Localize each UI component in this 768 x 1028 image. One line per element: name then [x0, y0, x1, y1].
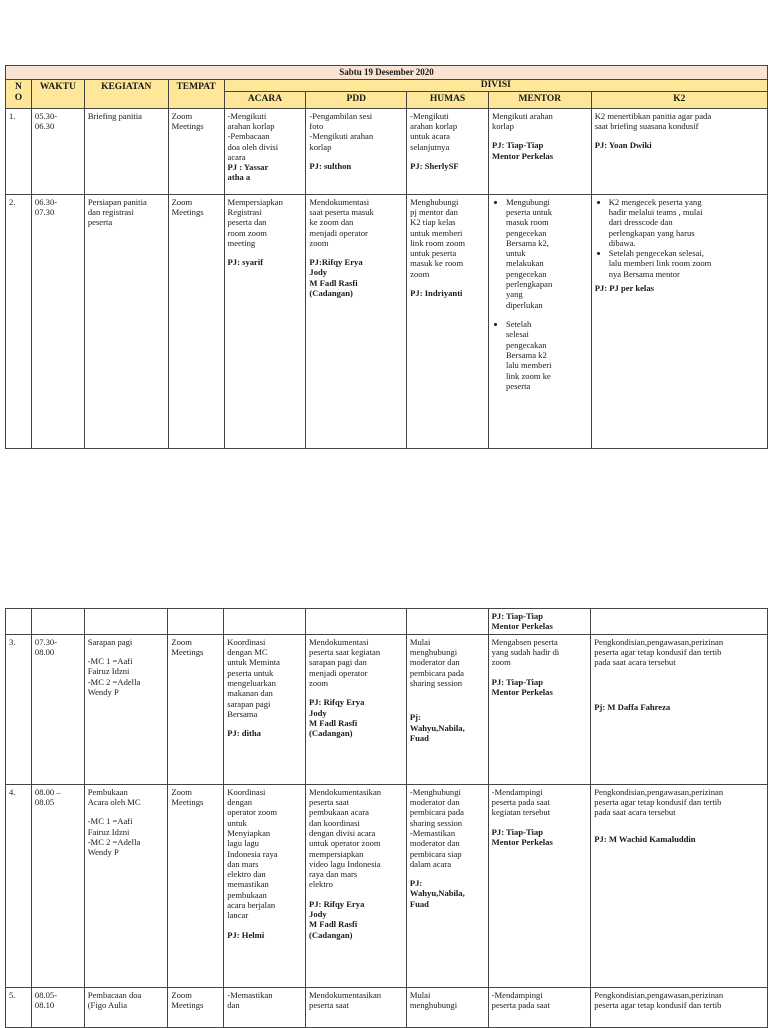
- row-acara: [224, 609, 306, 635]
- row-acara: [224, 194, 306, 448]
- k2-pj: Pj: M Daffa Fahreza: [594, 701, 671, 712]
- pdd-text: Mendokumentasikan peserta saat pembukaan acara dan koordinasi dengan divisi acara untuk operator zoom mempersiapkan video lagu Indonesia raya dan mars elektro: [309, 786, 382, 890]
- row-no: 5.: [6, 987, 32, 1027]
- row-kegiatan: [84, 609, 168, 635]
- schedule-table-page-2: [5, 608, 768, 1028]
- table-row-3: [6, 634, 768, 784]
- mentor-text: Mengabsen peserta yang sudah hadir di zoom: [491, 636, 560, 668]
- row-waktu: 07.30- 08.00: [31, 634, 84, 784]
- mentor-text: -Mendampingi peserta pada saat kegiatan tersebut: [491, 786, 551, 818]
- row-no: 1.: [6, 108, 32, 194]
- acara-pj: PJ: Helmi: [227, 929, 265, 940]
- row-acara: [224, 634, 306, 784]
- row-tempat: [168, 609, 224, 635]
- row-pdd: [306, 194, 407, 448]
- mentor-bullet-item: • Setelah selesai pengecakan Bersama k2 lalu memberi link zoom ke peserta: [506, 319, 588, 391]
- row-kegiatan: Persiapan panitia dan registrasi peserta: [84, 194, 168, 448]
- humas-text: -Mengikuti arahan korlap untuk acara selanjutnya: [410, 110, 458, 152]
- k2-pj: PJ: Yoan Dwiki: [594, 140, 652, 151]
- pdd-text: Mendokumentasi peserta saat kegiatan sarapan pagi dan menjadi operator zoom: [309, 636, 381, 688]
- row-mentor: [488, 634, 591, 784]
- kegiatan-text: Sarapan pagi: [87, 636, 133, 647]
- mentor-pj: PJ: Tiap-Tiap Mentor Perkelas: [491, 676, 553, 697]
- header-no: N O: [6, 79, 32, 108]
- acara-pj: PJ : Yassar atha a: [227, 162, 269, 183]
- header-acara: ACARA: [224, 92, 306, 108]
- mentor-pj: PJ: Tiap-Tiap Mentor Perkelas: [491, 140, 554, 161]
- row-k2: [591, 194, 767, 448]
- mentor-text: Mengikuti arahan korlap: [491, 110, 553, 131]
- row-k2: Pengkondisian,pengawasan,perizinan peserta agar tetap kondusif dan tertib: [591, 987, 768, 1027]
- row-kegiatan: [84, 784, 168, 987]
- acara-text: Mempersiapkan Registrasi peserta dan room zoom meeting: [227, 196, 283, 248]
- mentor-bullet-list: [492, 197, 588, 392]
- row-k2: [591, 784, 768, 987]
- row-waktu: 08.05- 08.10: [31, 987, 84, 1027]
- humas-text: Menghubungi pj mentor dan K2 tiap kelas untuk memberi link room zoom untuk peserta masuk ke room zoom: [410, 196, 466, 279]
- k2-bullet-list: [595, 197, 764, 280]
- acara-text: Koordinasi dengan MC untuk Meminta peserta untuk mengeluarkan makanan dan sarapan pagi Bersama: [227, 636, 280, 719]
- kegiatan-mc: -MC 1 =Aafi Fairuz Idzni -MC 2 =Adella Wendy P: [87, 655, 141, 697]
- pdd-pj: PJ: Rifqy Erya Jody M Fadl Rasfi (Cadangan): [309, 697, 365, 739]
- pdd-pj: PJ: Rifqy Erya Jody M Fadl Rasfi (Cadangan): [309, 898, 365, 940]
- row-kegiatan: Pembacaan doa (Figo Aulia: [84, 987, 168, 1027]
- mentor-pj: PJ: Tiap-Tiap Mentor Perkelas: [491, 826, 553, 847]
- row-humas: Mulai menghubungi: [406, 987, 488, 1027]
- row-tempat: Zoom Meetings: [168, 194, 224, 448]
- table-row-4: [6, 784, 768, 987]
- row-humas: [406, 609, 488, 635]
- row-k2: [591, 609, 768, 635]
- mentor-bullet-item: • Mengubungi peserta untuk masuk room pengecekan Bersama k2, untuk melakukan pengecekan perlengkapan yang diperlukan: [506, 197, 588, 310]
- pdd-pj: PJ:Rifqy Erya Jody M Fadl Rasfi (Cadangan): [309, 257, 363, 299]
- header-row-top: [6, 79, 768, 91]
- row-tempat: Zoom Meetings: [168, 987, 224, 1027]
- k2-bullet-item: • Setelah pengecekan selesai, lalu memberi link room zoom nya Bersama mentor: [609, 248, 764, 279]
- row-mentor: [488, 784, 591, 987]
- k2-pj: PJ: PJ per kelas: [594, 283, 654, 294]
- header-humas: HUMAS: [407, 92, 489, 108]
- k2-text: Pengkondisian,pengawasan,perizinan peserta agar tetap kondusif dan tertib pada saat acara tersebut: [594, 636, 724, 668]
- row-acara: [224, 108, 306, 194]
- row-acara: [224, 784, 306, 987]
- row-waktu: [31, 609, 84, 635]
- row-tempat: Zoom Meetings: [168, 108, 224, 194]
- k2-pj: PJ: M Wachid Kamaluddin: [594, 833, 696, 844]
- row-acara: -Memastikan dan: [224, 987, 306, 1027]
- table-row-5: [6, 987, 768, 1027]
- k2-bullet-item: • K2 mengecek peserta yang hadir melalui teams , mulai dari dresscode dan perlengkapan yang harus dibawa.: [609, 197, 764, 249]
- header-tempat: TEMPAT: [168, 79, 224, 108]
- header-kegiatan: KEGIATAN: [84, 79, 168, 108]
- date-title: Sabtu 19 Desember 2020: [6, 66, 768, 80]
- acara-pj: PJ: ditha: [227, 728, 261, 739]
- row-k2: [591, 108, 767, 194]
- acara-pj: PJ: syarif: [227, 257, 264, 268]
- schedule-table-page-1: [5, 65, 768, 449]
- row-no: 4.: [6, 784, 32, 987]
- row-humas: [407, 194, 489, 448]
- pdd-text: Mendokumentasi saat peserta masuk ke zoom dan menjadi operator zoom: [309, 196, 374, 248]
- row-pdd: [306, 784, 407, 987]
- row-waktu: 08.00 – 08.05: [31, 784, 84, 987]
- row-mentor: [488, 609, 591, 635]
- humas-text: Mulai menghubungi moderator dan pembicara pada sharing session: [409, 636, 464, 688]
- mentor-pj: PJ: Tiap-Tiap Mentor Perkelas: [491, 611, 553, 632]
- humas-pj: Pj: Wahyu,Nabila, Fuad: [409, 712, 465, 743]
- date-title-row: [6, 66, 768, 80]
- row-humas: [406, 634, 488, 784]
- row-no: [6, 609, 32, 635]
- row-kegiatan: Briefing panitia: [84, 108, 168, 194]
- header-k2: K2: [591, 92, 767, 108]
- table-row-1: [6, 108, 768, 194]
- row-pdd: [306, 634, 407, 784]
- row-kegiatan: [84, 634, 168, 784]
- table-row-continuation: [6, 609, 768, 635]
- kegiatan-mc: -MC 1 =Aafi Fairuz Idzni -MC 2 =Adella Wendy P: [87, 816, 141, 858]
- k2-text: Pengkondisian,pengawasan,perizinan peserta agar tetap kondusif dan tertib pada saat acara tersebut: [594, 786, 724, 818]
- kegiatan-text: Pembukaan Acara oleh MC: [87, 786, 141, 807]
- row-mentor: [488, 108, 591, 194]
- header-waktu: WAKTU: [31, 79, 84, 108]
- header-pdd: PDD: [306, 92, 407, 108]
- acara-text: -Mengikuti arahan korlap -Pembacaan doa oleh divisi acara: [227, 110, 279, 162]
- humas-pj: PJ: Wahyu,Nabila, Fuad: [409, 878, 465, 909]
- table-row-2: [6, 194, 768, 448]
- header-divisi: DIVISI: [224, 79, 767, 91]
- row-pdd: [306, 609, 407, 635]
- pdd-pj: PJ: sulthon: [309, 160, 352, 171]
- row-humas: [406, 784, 488, 987]
- pdd-text: -Pengambilan sesi foto -Mengikuti arahan korlap: [309, 110, 374, 152]
- humas-text: -Menghubungi moderator dan pembicara pada sharing session -Memastikan moderator dan pembicara siap dalam acara: [409, 786, 464, 869]
- row-no: 2.: [6, 194, 32, 448]
- k2-text: K2 menertibkan panitia agar pada saat briefing suasana kondusif: [594, 110, 712, 131]
- row-pdd: Mendokumentasikan peserta saat: [306, 987, 407, 1027]
- header-mentor: MENTOR: [488, 92, 591, 108]
- acara-text: Koordinasi dengan operator zoom untuk Menyiapkan lagu lagu Indonesia raya dan mars elektro dan memastikan pembukaan acara berjalan lancar: [227, 786, 278, 921]
- row-tempat: Zoom Meetings: [168, 784, 224, 987]
- row-no: 3.: [6, 634, 32, 784]
- row-humas: [407, 108, 489, 194]
- row-mentor: -Mendampingi peserta pada saat: [488, 987, 591, 1027]
- row-tempat: Zoom Meetings: [168, 634, 224, 784]
- humas-pj: PJ: Indriyanti: [410, 288, 463, 299]
- row-k2: [591, 634, 768, 784]
- row-waktu: 06.30- 07.30: [31, 194, 84, 448]
- humas-pj: PJ: SherlySF: [410, 160, 459, 171]
- row-waktu: 05.30- 06.30: [31, 108, 84, 194]
- row-pdd: [306, 108, 407, 194]
- row-mentor: [488, 194, 591, 448]
